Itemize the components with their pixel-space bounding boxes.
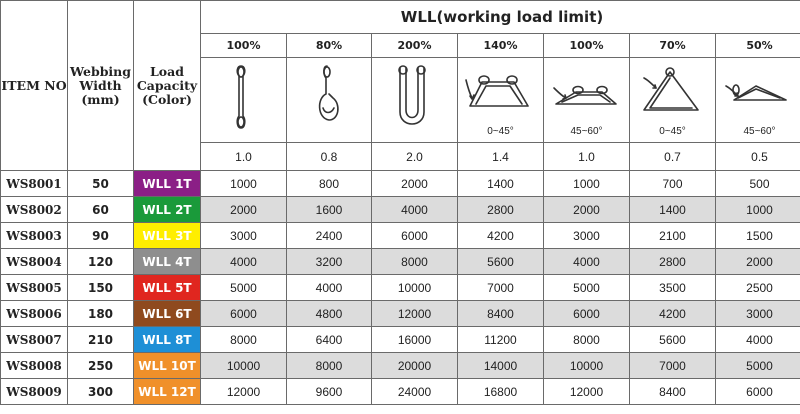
wll-value-cell: 6000 <box>544 301 630 327</box>
wll-value-cell: 12000 <box>201 379 287 405</box>
load-capacity-badge: WLL 5T <box>134 275 201 301</box>
load-capacity-header: Load Capacity (Color) <box>134 1 201 171</box>
wll-value-cell: 8000 <box>544 327 630 353</box>
table-row <box>1 275 800 301</box>
sling-angle-label: 0~45° <box>659 126 686 137</box>
wll-value-cell: 5000 <box>544 275 630 301</box>
item-no-cell: WS8009 <box>1 379 68 405</box>
sling-angle-label: 0~45° <box>487 126 514 137</box>
method-factor: 0.7 <box>630 143 716 171</box>
method-diagram-cell <box>630 58 716 143</box>
wll-value-cell: 2000 <box>544 197 630 223</box>
wll-value-cell: 8000 <box>287 353 372 379</box>
wll-value-cell: 16000 <box>372 327 458 353</box>
wll-value-cell: 2000 <box>372 171 458 197</box>
item-no-cell: WS8003 <box>1 223 68 249</box>
wll-value-cell: 2400 <box>287 223 372 249</box>
method-percent: 70% <box>630 34 716 58</box>
item-no-cell: WS8004 <box>1 249 68 275</box>
wll-value-cell: 11200 <box>458 327 544 353</box>
wll-value-cell: 5000 <box>201 275 287 301</box>
wll-value-cell: 4000 <box>716 327 800 353</box>
table-row <box>1 301 800 327</box>
wll-value-cell: 3500 <box>630 275 716 301</box>
wll-value-cell: 16800 <box>458 379 544 405</box>
wll-value-cell: 4800 <box>287 301 372 327</box>
wll-value-cell: 1500 <box>716 223 800 249</box>
wll-value-cell: 2800 <box>458 197 544 223</box>
method-percent: 140% <box>458 34 544 58</box>
basket-sling-icon <box>372 58 457 142</box>
wll-value-cell: 1400 <box>630 197 716 223</box>
method-diagram-cell <box>372 58 458 143</box>
method-factor: 2.0 <box>372 143 458 171</box>
wll-value-cell: 8000 <box>201 327 287 353</box>
webbing-width-cell: 60 <box>68 197 134 223</box>
method-factor: 1.0 <box>544 143 630 171</box>
wll-value-cell: 700 <box>630 171 716 197</box>
vertical-sling-icon <box>201 58 286 142</box>
wll-value-cell: 7000 <box>458 275 544 301</box>
method-diagram-cell <box>458 58 544 143</box>
wll-value-cell: 6000 <box>372 223 458 249</box>
method-diagram-cell <box>287 58 372 143</box>
wll-value-cell: 6000 <box>716 379 800 405</box>
table-row <box>1 379 800 405</box>
wll-value-cell: 800 <box>287 171 372 197</box>
wll-value-cell: 6000 <box>201 301 287 327</box>
webbing-width-header: Webbing Width (mm) <box>68 1 134 171</box>
wll-value-cell: 7000 <box>630 353 716 379</box>
wll-value-cell: 1000 <box>201 171 287 197</box>
wll-value-cell: 2800 <box>630 249 716 275</box>
method-percent: 100% <box>201 34 287 58</box>
method-factor: 1.4 <box>458 143 544 171</box>
wll-value-cell: 20000 <box>372 353 458 379</box>
load-capacity-badge: WLL 2T <box>134 197 201 223</box>
webbing-width-cell: 250 <box>68 353 134 379</box>
webbing-width-cell: 300 <box>68 379 134 405</box>
wll-value-cell: 24000 <box>372 379 458 405</box>
load-capacity-badge: WLL 6T <box>134 301 201 327</box>
table-row <box>1 249 800 275</box>
wll-value-cell: 3200 <box>287 249 372 275</box>
wll-value-cell: 2000 <box>201 197 287 223</box>
table-row <box>1 171 800 197</box>
wll-value-cell: 500 <box>716 171 800 197</box>
item-no-cell: WS8008 <box>1 353 68 379</box>
item-no-header: ITEM NO <box>1 1 68 171</box>
wll-value-cell: 5600 <box>630 327 716 353</box>
load-capacity-badge: WLL 1T <box>134 171 201 197</box>
wll-value-cell: 1000 <box>544 171 630 197</box>
item-no-cell: WS8007 <box>1 327 68 353</box>
wll-value-cell: 4000 <box>544 249 630 275</box>
load-capacity-badge: WLL 12T <box>134 379 201 405</box>
wll-value-cell: 4000 <box>201 249 287 275</box>
choke-sling-icon <box>287 58 371 142</box>
item-no-cell: WS8006 <box>1 301 68 327</box>
method-factor: 1.0 <box>201 143 287 171</box>
wll-value-cell: 4000 <box>372 197 458 223</box>
wll-value-cell: 1400 <box>458 171 544 197</box>
basket-angle-wide-icon <box>544 58 629 142</box>
load-capacity-badge: WLL 4T <box>134 249 201 275</box>
wll-value-cell: 6400 <box>287 327 372 353</box>
method-diagram-cell <box>201 58 287 143</box>
webbing-width-cell: 150 <box>68 275 134 301</box>
wll-value-cell: 2000 <box>716 249 800 275</box>
webbing-width-cell: 210 <box>68 327 134 353</box>
method-percent: 100% <box>544 34 630 58</box>
method-percent: 200% <box>372 34 458 58</box>
method-percent: 80% <box>287 34 372 58</box>
load-capacity-badge: WLL 8T <box>134 327 201 353</box>
method-diagram-cell <box>716 58 800 143</box>
wll-value-cell: 4000 <box>287 275 372 301</box>
load-capacity-badge: WLL 3T <box>134 223 201 249</box>
wll-value-cell: 4200 <box>458 223 544 249</box>
load-capacity-badge: WLL 10T <box>134 353 201 379</box>
method-diagram-cell <box>544 58 630 143</box>
method-factor: 0.8 <box>287 143 372 171</box>
wll-value-cell: 3000 <box>716 301 800 327</box>
table-row <box>1 327 800 353</box>
wll-value-cell: 2100 <box>630 223 716 249</box>
wll-value-cell: 5600 <box>458 249 544 275</box>
wll-value-cell: 1600 <box>287 197 372 223</box>
webbing-width-cell: 50 <box>68 171 134 197</box>
wll-value-cell: 10000 <box>544 353 630 379</box>
item-no-cell: WS8002 <box>1 197 68 223</box>
method-factor: 0.5 <box>716 143 800 171</box>
item-no-cell: WS8001 <box>1 171 68 197</box>
item-no-cell: WS8005 <box>1 275 68 301</box>
wll-value-cell: 10000 <box>201 353 287 379</box>
basket-angle-icon <box>458 58 543 142</box>
wll-value-cell: 9600 <box>287 379 372 405</box>
method-percent: 50% <box>716 34 800 58</box>
wll-value-cell: 10000 <box>372 275 458 301</box>
wll-value-cell: 14000 <box>458 353 544 379</box>
choke-angle-icon <box>630 58 715 142</box>
webbing-width-cell: 180 <box>68 301 134 327</box>
wll-value-cell: 8000 <box>372 249 458 275</box>
webbing-width-cell: 90 <box>68 223 134 249</box>
wll-value-cell: 12000 <box>544 379 630 405</box>
table-row <box>1 197 800 223</box>
wll-value-cell: 5000 <box>716 353 800 379</box>
wll-value-cell: 8400 <box>630 379 716 405</box>
table-row <box>1 353 800 379</box>
wll-value-cell: 3000 <box>201 223 287 249</box>
wll-value-cell: 1000 <box>716 197 800 223</box>
wll-value-cell: 8400 <box>458 301 544 327</box>
sling-angle-label: 45~60° <box>743 126 776 137</box>
table-row <box>1 223 800 249</box>
webbing-width-cell: 120 <box>68 249 134 275</box>
wll-value-cell: 2500 <box>716 275 800 301</box>
choke-angle-wide-icon <box>716 58 800 142</box>
wll-value-cell: 4200 <box>630 301 716 327</box>
wll-value-cell: 12000 <box>372 301 458 327</box>
sling-angle-label: 45~60° <box>570 126 603 137</box>
wll-title: WLL(working load limit) <box>201 1 800 34</box>
wll-value-cell: 3000 <box>544 223 630 249</box>
